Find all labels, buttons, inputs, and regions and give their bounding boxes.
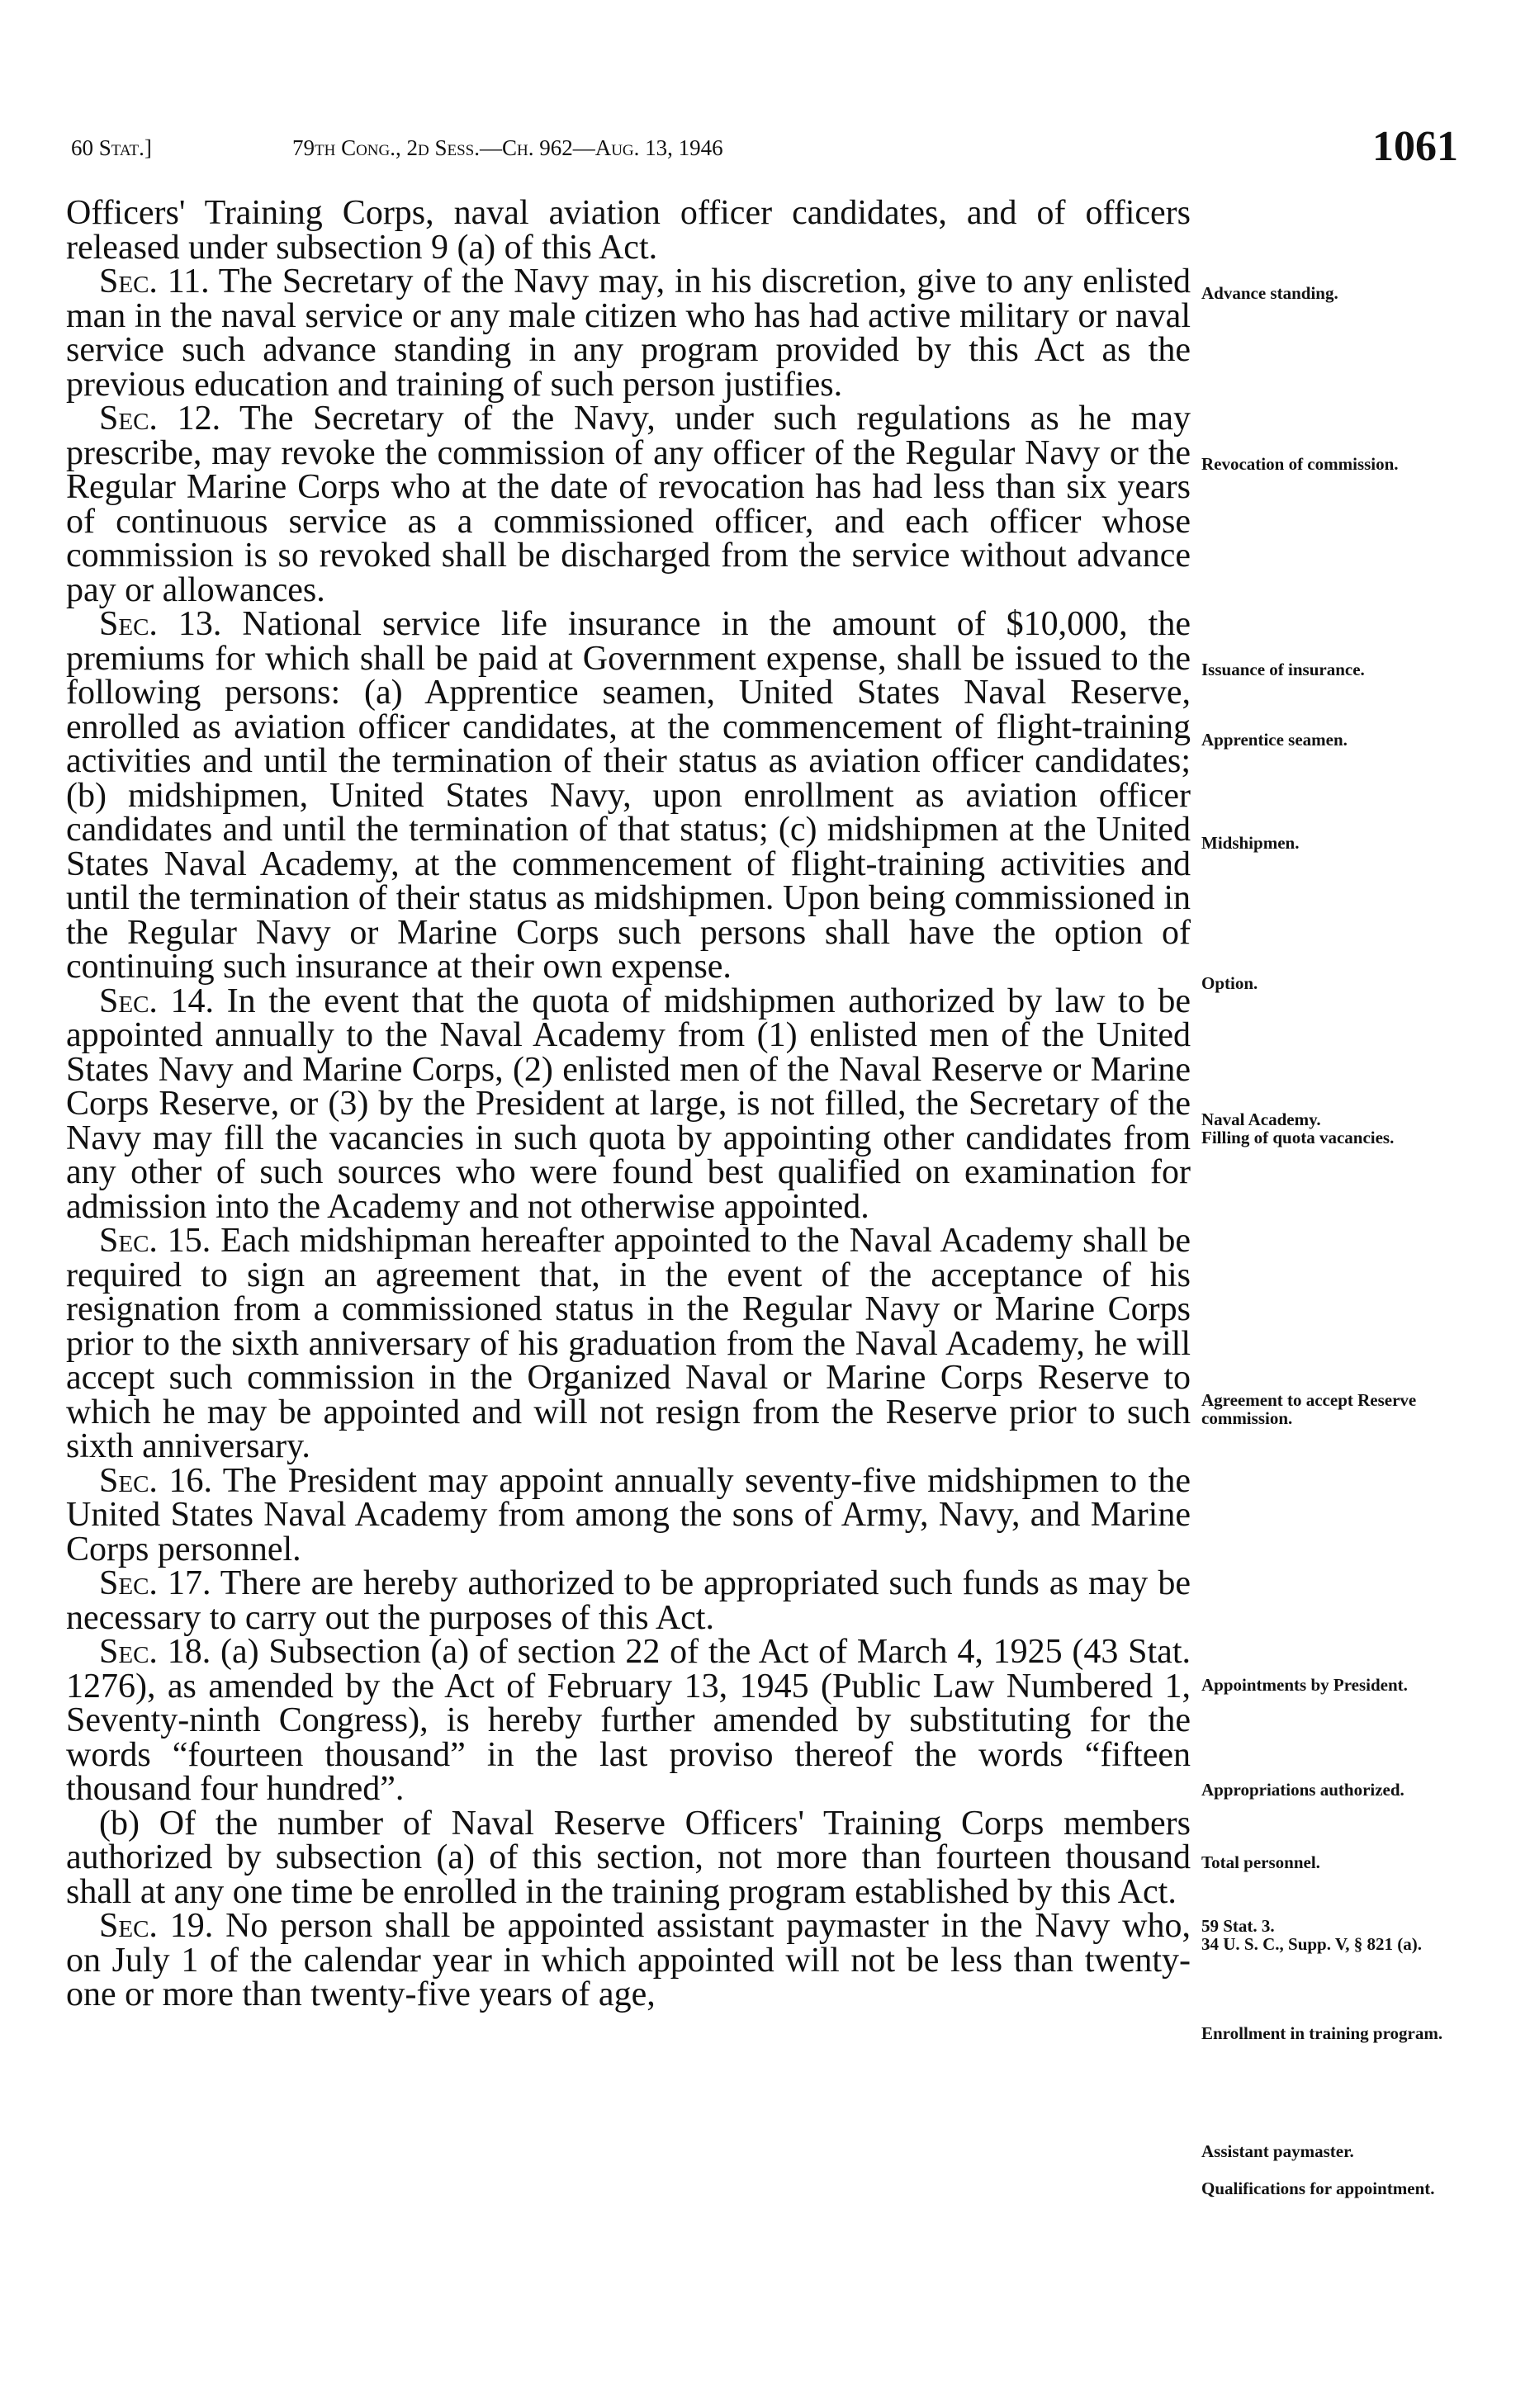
body-text [66, 196, 1191, 2013]
margin-note-naval-academy: Naval Academy. [1201, 1109, 1321, 1129]
section-12 [66, 402, 1191, 608]
section-text: There are hereby authorized to be appropriated such funds as may be necessary to carry out the purposes of this Act. [66, 1564, 1191, 1637]
margin-note-total-personnel: Total personnel. [1201, 1852, 1320, 1872]
section-text: The President may appoint annually seventy-five midshipmen to the United States Naval Academy from among the sons of Army, Navy, and Marine Corps personnel. [66, 1461, 1191, 1568]
section-18 [66, 1635, 1191, 1807]
paragraph-continuation: Officers' Training Corps, naval aviation officer candidates, and of officers released under subsection 9 (a) of this Act. [66, 194, 1191, 267]
margin-note-qualifications: Qualifications for appointment. [1201, 2179, 1435, 2198]
margin-note-apprentice-seamen: Apprentice seamen. [1201, 730, 1348, 750]
section-14 [66, 982, 1191, 1226]
section-17 [66, 1564, 1191, 1637]
margin-note-citation-usc: 34 U. S. C., Supp. V, § 821 (a). [1201, 1934, 1423, 1954]
section-15 [66, 1224, 1191, 1464]
section-label: Sec. 12. [99, 400, 221, 438]
margin-note-advance-standing: Advance standing. [1201, 283, 1338, 303]
section-13 [66, 605, 1191, 986]
section-label: Sec. 11. [99, 263, 210, 300]
section-label: Sec. 18. [99, 1633, 211, 1671]
margin-note-appropriations: Appropriations authorized. [1201, 1780, 1404, 1800]
section-text: The Secretary of the Navy may, in his discretion, give to any enlisted man in the naval service or any male citizen who has had active military or naval service such advance standing in any program provided by this Act as the previous education and training of such person justifies. [66, 263, 1191, 404]
margin-note-insurance: Issuance of insurance. [1201, 660, 1365, 679]
running-header [71, 123, 1458, 180]
section-text: In the event that the quota of midshipmen authorized by law to be appointed annually to the Naval Academy from (1) enlisted men of the United States Navy and Marine Corps, (2) enlisted men of the Naval Reserve or Marine Corps Reserve, or (3) by the President at large, is not filled, the Secretary of the Navy may fill the vacancies in such quota by appointing other candidates from any other of such sources who were found best qualified on examination for admission into the Academy and not otherwise appointed. [66, 982, 1191, 1226]
margin-note-revocation: Revocation of commission. [1201, 454, 1399, 474]
section-label: Sec. 15. [99, 1222, 211, 1260]
section-18-b: (b) Of the number of Naval Reserve Officers' Training Corps members authorized by subsection (a) of this section, not more than fourteen thousand shall at any one time be enrolled in the training program established by this Act. [66, 1804, 1191, 1911]
volume-reference: 60 Stat.] [71, 135, 152, 160]
margin-note-citation-stat: 59 Stat. 3. [1201, 1916, 1275, 1936]
section-11 [66, 265, 1191, 402]
section-text: Each midshipman hereafter appointed to the Naval Academy shall be required to sign an agreement that, in the event of the acceptance of his resignation from a commissioned status in the Regular Navy or Marine Corps prior to the sixth anniversary of his graduation from the Naval Academy, he will accept such commission in the Organized Naval or Marine Corps Reserve to which he may be appointed and will not resign from the Reserve prior to such sixth anniversary. [66, 1222, 1191, 1465]
section-text: National service life insurance in the amount of $10,000, the premiums for which shall be paid at Government expense, shall be issued to the following persons: (a) Apprentice seamen, United States Naval Reserve, enrolled as aviation officer candidates, at the commencement of flight-training activities and until the termination of their status as aviation officer candidates; (b) midshipmen, United States Navy, upon enrollment as aviation officer candidates and until the termination of that status; (c) midshipmen at the United States Naval Academy, at the commencement of flight-training activities and until the termination of their status as midshipmen. Upon being commissioned in the Regular Navy or Marine Corps such persons shall have the option of continuing such insurance at their own expense. [66, 605, 1191, 986]
section-16 [66, 1461, 1191, 1568]
section-19 [66, 1909, 1191, 2013]
margin-note-filling-quota: Filling of quota vacancies. [1201, 1128, 1395, 1147]
section-text: (a) Subsection (a) of section 22 of the Act of March 4, 1925 (43 Stat. 1276), as amended by the Act of February 13, 1945 (Public Law Numbered 1, Seventy-ninth Congress), is hereby further amended by substituting for the words “fourteen thousand” in the last proviso thereof the words “fifteen thousand four hundred”. [66, 1633, 1191, 1808]
page-number: 1061 [1372, 123, 1458, 170]
section-label: Sec. 13. [99, 605, 222, 643]
margin-note-midshipmen: Midshipmen. [1201, 833, 1300, 853]
margin-note-option: Option. [1201, 973, 1258, 993]
section-label: Sec. 19. [99, 1907, 214, 1945]
margin-note-enrollment: Enrollment in training program. [1201, 2023, 1443, 2043]
section-label: Sec. 14. [99, 982, 215, 1020]
section-text: The Secretary of the Navy, under such regulations as he may prescribe, may revoke the commission of any officer of the Regular Navy or the Regular Marine Corps who at the date of revocation has had less than six years of continuous service as a commissioned officer, and each officer whose commission is so revoked shall be discharged from the service without advance pay or allowances. [66, 400, 1191, 609]
section-label: Sec. 16. [99, 1461, 212, 1500]
margin-note-appointments: Appointments by President. [1201, 1675, 1408, 1695]
session-heading: 79th Cong., 2d Sess.—Ch. 962—Aug. 13, 1946 [292, 135, 723, 160]
section-text: No person shall be appointed assistant paymaster in the Navy who, on July 1 of the calendar year in which appointed will not be less than twenty-one or more than twenty-five years of age, [66, 1907, 1191, 2013]
margin-note-assistant-paymaster: Assistant paymaster. [1201, 2141, 1354, 2161]
margin-note-agreement: Agreement to accept Reserve commission. [1201, 1390, 1417, 1428]
section-label: Sec. 17. [99, 1564, 211, 1602]
